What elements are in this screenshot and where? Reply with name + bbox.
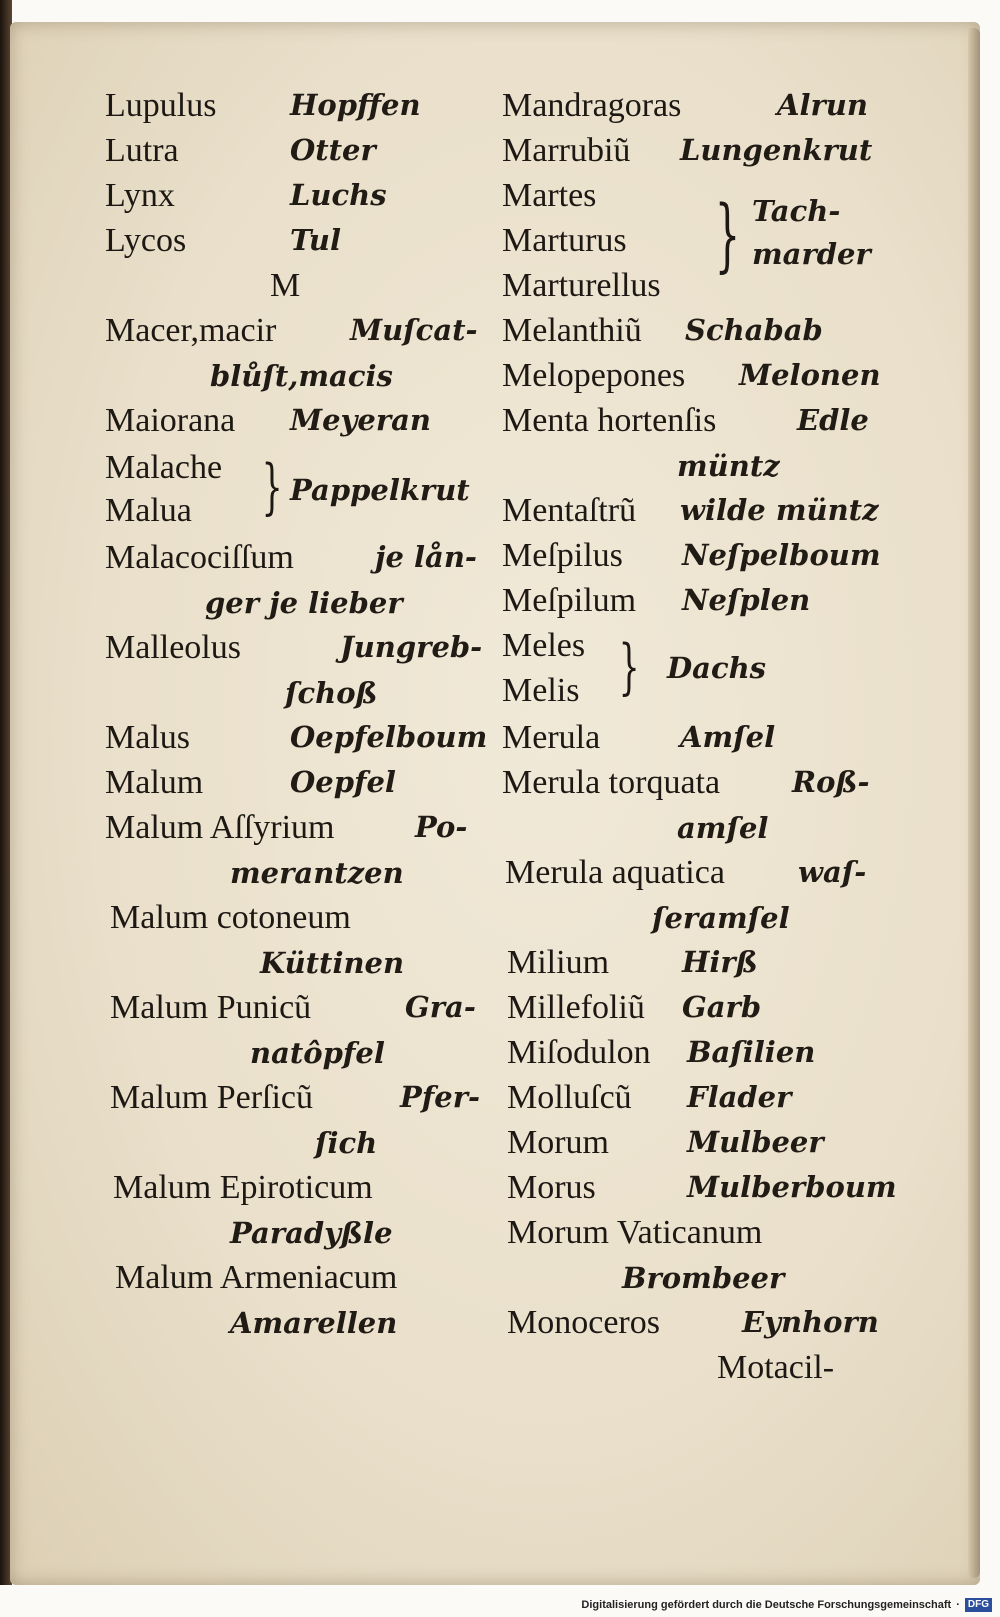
left-brace: } — [261, 452, 283, 522]
latin-term: Millefoliũ — [507, 989, 645, 1026]
german-term: Hopffen — [290, 88, 421, 122]
german-term: Tul — [290, 223, 342, 257]
german-term: Amarellen — [230, 1306, 398, 1340]
entry-mentastrum — [502, 487, 879, 533]
entry-menta-hortensis-cont — [677, 442, 780, 488]
german-term: Alrun — [777, 88, 868, 122]
entry-malleolus — [105, 624, 483, 670]
latin-term: Malum Epiroticum — [113, 1169, 373, 1206]
entry-merula-torquata — [502, 759, 870, 805]
latin-term: Malum Aſſyrium — [105, 809, 335, 846]
entry-molluscum — [507, 1074, 792, 1120]
entry-monoceros — [507, 1299, 879, 1345]
german-term: Schabab — [685, 313, 823, 347]
german-term: Muſcat- — [350, 313, 478, 347]
latin-term: Marrubiũ — [502, 132, 631, 169]
german-term: Flader — [687, 1080, 792, 1114]
entry-lutra — [105, 127, 376, 173]
entry-meles — [502, 622, 585, 668]
german-term: Brombeer — [622, 1261, 785, 1295]
latin-term: Morum Vaticanum — [507, 1214, 763, 1251]
entry-malum-cotoneum — [110, 894, 351, 940]
latin-term: Monoceros — [507, 1304, 660, 1341]
latin-term: Morus — [507, 1169, 596, 1206]
latin-term: Malum Perſicũ — [110, 1079, 314, 1116]
entry-merula-torquata-cont — [677, 804, 768, 850]
latin-term: Menta hortenſis — [502, 402, 717, 439]
latin-term: Merula aquatica — [505, 854, 725, 891]
german-term: blůſt,macis — [210, 359, 393, 393]
section-letter: M — [270, 267, 301, 304]
latin-term: Malum Punicũ — [110, 989, 312, 1026]
latin-term: Morum — [507, 1124, 609, 1161]
german-term: ſchoß — [285, 676, 378, 710]
entry-menta-hortensis — [502, 397, 869, 443]
brace-label-pappelkrut — [290, 466, 470, 512]
latin-term: Marturus — [502, 222, 627, 259]
footer-text: Digitalisierung gefördert durch die Deutsche Forschungsgemeinschaft — [581, 1599, 952, 1611]
entry-malum-epiroticum-cont — [230, 1209, 393, 1255]
german-term: Luchs — [290, 178, 387, 212]
meles-brace: } — [618, 632, 640, 702]
entry-malum-punicum — [110, 984, 476, 1030]
entry-malum-epiroticum — [113, 1164, 373, 1210]
brace-label-marder — [752, 230, 871, 276]
entry-malum-armeniacum — [115, 1254, 397, 1300]
latin-term: Milium — [507, 944, 610, 981]
latin-term: Miſodulon — [507, 1034, 651, 1071]
entry-merula — [502, 714, 776, 760]
entry-malum-armeniacum-cont — [230, 1299, 397, 1345]
german-term: Po- — [415, 810, 468, 844]
entry-milium — [507, 939, 758, 985]
german-term: waſ- — [798, 855, 867, 889]
german-term: Pappelkrut — [290, 473, 470, 507]
german-term: Jungreb- — [340, 630, 483, 664]
latin-term: Malum — [105, 764, 204, 801]
german-term: Dachs — [667, 651, 767, 685]
entry-mandragoras — [502, 82, 868, 128]
entry-macer-cont — [210, 352, 393, 398]
entry-merula-aquatica-cont — [652, 894, 790, 940]
entry-merula-aquatica — [505, 849, 867, 895]
german-term: Mulberboum — [687, 1170, 897, 1204]
section-letter-m — [270, 262, 300, 308]
entry-marturellus — [502, 262, 661, 308]
brace-label-dachs — [667, 644, 766, 690]
german-term: merantzen — [230, 856, 404, 890]
german-term: Eynhorn — [742, 1305, 879, 1339]
german-term: amſel — [677, 811, 769, 845]
german-term: Lungenkrut — [680, 133, 873, 167]
entry-macer — [105, 307, 478, 353]
entry-malua — [105, 487, 192, 533]
catchword-motacil — [717, 1344, 834, 1390]
page-edge — [968, 28, 980, 1578]
latin-term: Maiorana — [105, 402, 236, 439]
latin-term: Mentaſtrũ — [502, 492, 637, 529]
entry-malacocissum-cont — [205, 579, 403, 625]
german-term: ſeramſel — [652, 901, 790, 935]
german-term: Neſplen — [682, 583, 811, 617]
entry-melopepones — [502, 352, 881, 398]
martes-brace: } — [714, 188, 741, 281]
entry-millefolium — [507, 984, 762, 1030]
entry-malus — [105, 714, 488, 760]
entry-mespilus — [502, 532, 881, 578]
entry-malleolus-cont — [285, 669, 378, 715]
latin-term: Malum cotoneum — [110, 899, 351, 936]
entry-mespilum — [502, 577, 811, 623]
latin-term: Merula torquata — [502, 764, 721, 801]
latin-term: Malum Armeniacum — [115, 1259, 398, 1296]
entry-morum-vaticanum-cont — [622, 1254, 784, 1300]
german-term: Amſel — [680, 720, 776, 754]
entry-martes — [502, 172, 596, 218]
latin-term: Meles — [502, 627, 586, 664]
german-term: ger je lieber — [205, 586, 403, 620]
entry-malache — [105, 444, 222, 490]
german-term: Küttinen — [260, 946, 405, 980]
entry-malum-cotoneum-cont — [260, 939, 404, 985]
entry-malum-persicum-cont — [315, 1119, 377, 1165]
latin-term: Molluſcũ — [507, 1079, 632, 1116]
entry-malum-punicum-cont — [250, 1029, 385, 1075]
german-term: Pfer- — [400, 1080, 481, 1114]
latin-term: Motacil- — [717, 1349, 835, 1386]
german-term: Otter — [290, 133, 376, 167]
entry-malum — [105, 759, 396, 805]
latin-term: Merula — [502, 719, 601, 756]
german-term: Edle — [797, 403, 869, 437]
entry-morus — [507, 1164, 897, 1210]
latin-term: Malache — [105, 449, 223, 486]
entry-malum-assyrium-cont — [230, 849, 404, 895]
german-term: natôpfel — [250, 1036, 385, 1070]
entry-maiorana — [105, 397, 432, 443]
latin-term: Meſpilum — [502, 582, 637, 619]
german-term: Baſilien — [687, 1035, 816, 1069]
latin-term: Meſpilus — [502, 537, 623, 574]
german-term: Paradyßle — [230, 1216, 393, 1250]
german-term: Oepfel — [290, 765, 396, 799]
entry-malum-persicum — [110, 1074, 481, 1120]
entry-misodulon — [507, 1029, 816, 1075]
entry-lynx — [105, 172, 387, 218]
latin-term: Martes — [502, 177, 597, 214]
german-term: Roß- — [792, 765, 870, 799]
german-term: Gra- — [405, 990, 476, 1024]
german-term: Oepfelboum — [290, 720, 488, 754]
latin-term: Malacociſſum — [105, 539, 294, 576]
entry-malacocissum — [105, 534, 477, 580]
latin-term: Lupulus — [105, 87, 217, 124]
entry-lupulus — [105, 82, 421, 128]
latin-term: Melopepones — [502, 357, 686, 394]
entry-marrubium — [502, 127, 873, 173]
latin-term: Lycos — [105, 222, 187, 259]
german-term: Mulbeer — [687, 1125, 824, 1159]
entry-morum — [507, 1119, 824, 1165]
latin-term: Malua — [105, 492, 192, 529]
footer-separator: · — [956, 1599, 960, 1611]
german-term: je lån- — [375, 540, 477, 574]
latin-term: Melanthiũ — [502, 312, 642, 349]
german-term: ſich — [315, 1126, 378, 1160]
latin-term: Macer,macir — [105, 312, 277, 349]
footer-attribution — [581, 1597, 992, 1613]
brace-label-tach — [752, 187, 840, 233]
german-term: Meyeran — [290, 403, 432, 437]
latin-term: Malleolus — [105, 629, 241, 666]
entry-lycos — [105, 217, 342, 263]
german-term: Neſpelboum — [682, 538, 881, 572]
german-term: wilde müntz — [680, 493, 879, 527]
latin-term: Marturellus — [502, 267, 661, 304]
entry-melis — [502, 667, 579, 713]
german-term: marder — [752, 237, 871, 271]
german-term: Garb — [682, 990, 762, 1024]
latin-term: Lutra — [105, 132, 179, 169]
german-term: Melonen — [739, 358, 881, 392]
entry-marturus — [502, 217, 627, 263]
latin-term: Lynx — [105, 177, 175, 214]
entry-melanthium — [502, 307, 823, 353]
book-page — [10, 22, 980, 1585]
german-term: müntz — [677, 449, 780, 483]
entry-morum-vaticanum — [507, 1209, 762, 1255]
entry-malum-assyrium — [105, 804, 468, 850]
latin-term: Melis — [502, 672, 580, 709]
dfg-logo: DFG — [965, 1598, 992, 1612]
german-term: Hirß — [682, 945, 758, 979]
latin-term: Malus — [105, 719, 190, 756]
latin-term: Mandragoras — [502, 87, 682, 124]
german-term: Tach- — [752, 194, 841, 228]
